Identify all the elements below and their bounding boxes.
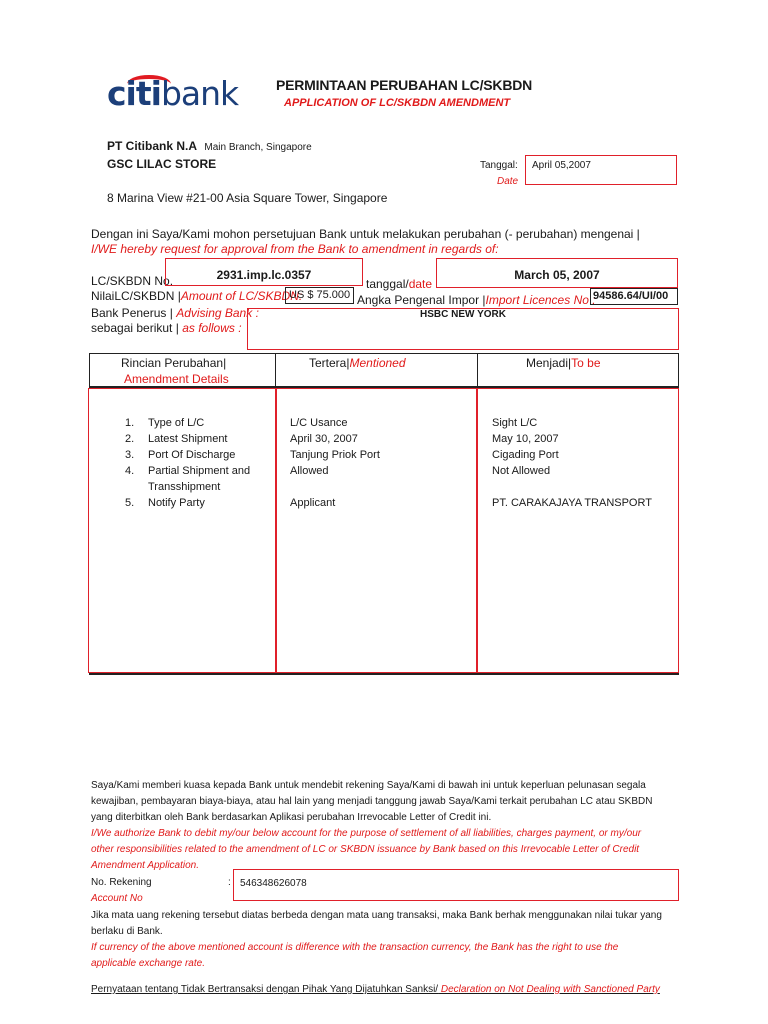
- account-colon: :: [228, 877, 231, 888]
- request-text-en: I/WE hereby request for approval from the Bank to amendment in regards of:: [91, 242, 499, 256]
- to-be-value: Not Allowed: [492, 465, 551, 477]
- to-be-value: [492, 479, 652, 495]
- branch-name: Main Branch, Singapore: [204, 142, 312, 153]
- mentioned-value: Applicant: [290, 497, 336, 509]
- account-label-en: Account No: [91, 893, 143, 904]
- lc-no-value: 2931.imp.lc.0357: [216, 268, 312, 282]
- table-top-line: [89, 353, 679, 354]
- import-label-en: Import Licences No :: [485, 293, 596, 307]
- mentioned-value: [290, 479, 380, 495]
- lc-no-label: LC/SKBDN No.: [91, 274, 174, 288]
- table-divider-2: [477, 353, 478, 387]
- header-amendment-details-en: Amendment Details: [124, 372, 229, 386]
- citibank-logo: [107, 72, 249, 116]
- tanggal-label: tanggal/date: [366, 277, 433, 291]
- date-label-en: Date: [497, 176, 519, 187]
- to-be-value: May 10, 2007: [492, 433, 559, 445]
- tanggal-value: March 05, 2007: [514, 268, 600, 282]
- amount-label: NilaiLC/SKBDN |Amount of LC/SKBDN:: [91, 289, 303, 303]
- tanggal-label-en: date: [408, 277, 433, 291]
- follows-label-en: as follows :: [182, 321, 242, 335]
- declaration-heading-en: Declaration on Not Dealing with Sanctioned Party: [438, 984, 660, 995]
- account-number-field[interactable]: [233, 869, 679, 901]
- import-label: Angka Pengenal Impor |Import Licences No :: [357, 293, 596, 307]
- advising-label-en: Advising Bank :: [176, 306, 259, 320]
- import-value: 94586.64/UI/00: [593, 290, 669, 302]
- logo-bank-text: bank: [160, 74, 239, 113]
- to-be-value: PT. CARAKAJAYA TRANSPORT: [492, 497, 652, 509]
- to-be-value: Sight L/C: [492, 417, 538, 429]
- currency-text: Jika mata uang rekening tersebut diatas berbeda dengan mata uang transaksi, maka Bank berhak menggunakan nilai tukar yang berlaku di Bank. If currency of the above mentioned account is difference with the transaction currency, the Bank has the right to use the applicable exchange rate.: [91, 910, 662, 969]
- header-mentioned: Tertera|Mentioned: [309, 356, 406, 370]
- company-address: 8 Marina View #21-00 Asia Square Tower, Singapore: [107, 191, 388, 205]
- bank-line: [107, 139, 312, 153]
- table-right-line: [678, 353, 679, 387]
- to-be-values: [492, 415, 652, 511]
- company-name: GSC LILAC STORE: [107, 157, 217, 171]
- lc-no-field[interactable]: [165, 258, 363, 286]
- to-be-value: Cigading Port: [492, 449, 559, 461]
- date-label: Tanggal:: [480, 160, 518, 171]
- mentioned-value: L/C Usance: [290, 417, 348, 429]
- header-amendment-details: Rincian Perubahan|: [121, 356, 227, 370]
- advising-value: HSBC NEW YORK: [420, 309, 506, 320]
- mentioned-value: Tanjung Priok Port: [290, 449, 380, 461]
- request-text: Dengan ini Saya/Kami mohon persetujuan Bank untuk melakukan perubahan (- perubahan) mengenai |: [91, 227, 640, 241]
- account-number-value: 546348626078: [240, 878, 307, 889]
- table-left-line: [89, 353, 90, 387]
- follows-label: sebagai berikut | as follows :: [91, 321, 242, 335]
- amount-field[interactable]: [285, 287, 354, 304]
- tanggal-field[interactable]: [436, 258, 678, 288]
- advising-bank-field[interactable]: [247, 308, 679, 350]
- amount-value: US $ 75.000: [289, 289, 351, 301]
- table-divider-1: [275, 353, 276, 387]
- table-bottom-line: [89, 673, 679, 675]
- authorization-text: Saya/Kami memberi kuasa kepada Bank untuk mendebit rekening Saya/Kami di bawah ini untuk keperluan pelunasan segala kewajiban, pembayaran biaya-biaya, atau hal lain yang menjadi tanggung jawab Saya/Kami terkait perubahan LC atau SKBDN yang diterbitkan oleh Bank berdasarkan Aplikasi perubahan Irrevocable Letter of Credit ini. I/We authorize Bank to debit my/our below account for the purpose of settlement of all liabilities, charges payment, or my/our other responsibilities related to the amendment of LC or SKBDN issuance by Bank based on this Irrevocable Letter of Credit Amendment Application.: [91, 780, 653, 871]
- declaration-heading: Pernyataan tentang Tidak Bertransaksi dengan Pihak Yang Dijatuhkan Sanksi/ Declaration on Not Dealing with Sanctioned Party: [91, 984, 660, 995]
- form-title: PERMINTAAN PERUBAHAN LC/SKBDN: [276, 77, 533, 93]
- account-label: No. Rekening: [91, 877, 152, 888]
- mentioned-value: April 30, 2007: [290, 433, 358, 445]
- header-to-be: Menjadi|To be: [526, 356, 601, 370]
- logo-citi-text: citi: [107, 74, 161, 113]
- bank-name: PT Citibank N.A: [107, 139, 198, 153]
- date-value: April 05,2007: [532, 160, 591, 171]
- import-field[interactable]: [590, 288, 678, 305]
- advising-label: Bank Penerus | Advising Bank :: [91, 306, 259, 320]
- mentioned-value: Allowed: [290, 465, 329, 477]
- date-field[interactable]: [525, 155, 677, 185]
- mentioned-values: [290, 415, 380, 511]
- amount-label-en: Amount of LC/SKBDN:: [180, 289, 303, 303]
- form-subtitle: APPLICATION OF LC/SKBDN AMENDMENT: [284, 97, 511, 109]
